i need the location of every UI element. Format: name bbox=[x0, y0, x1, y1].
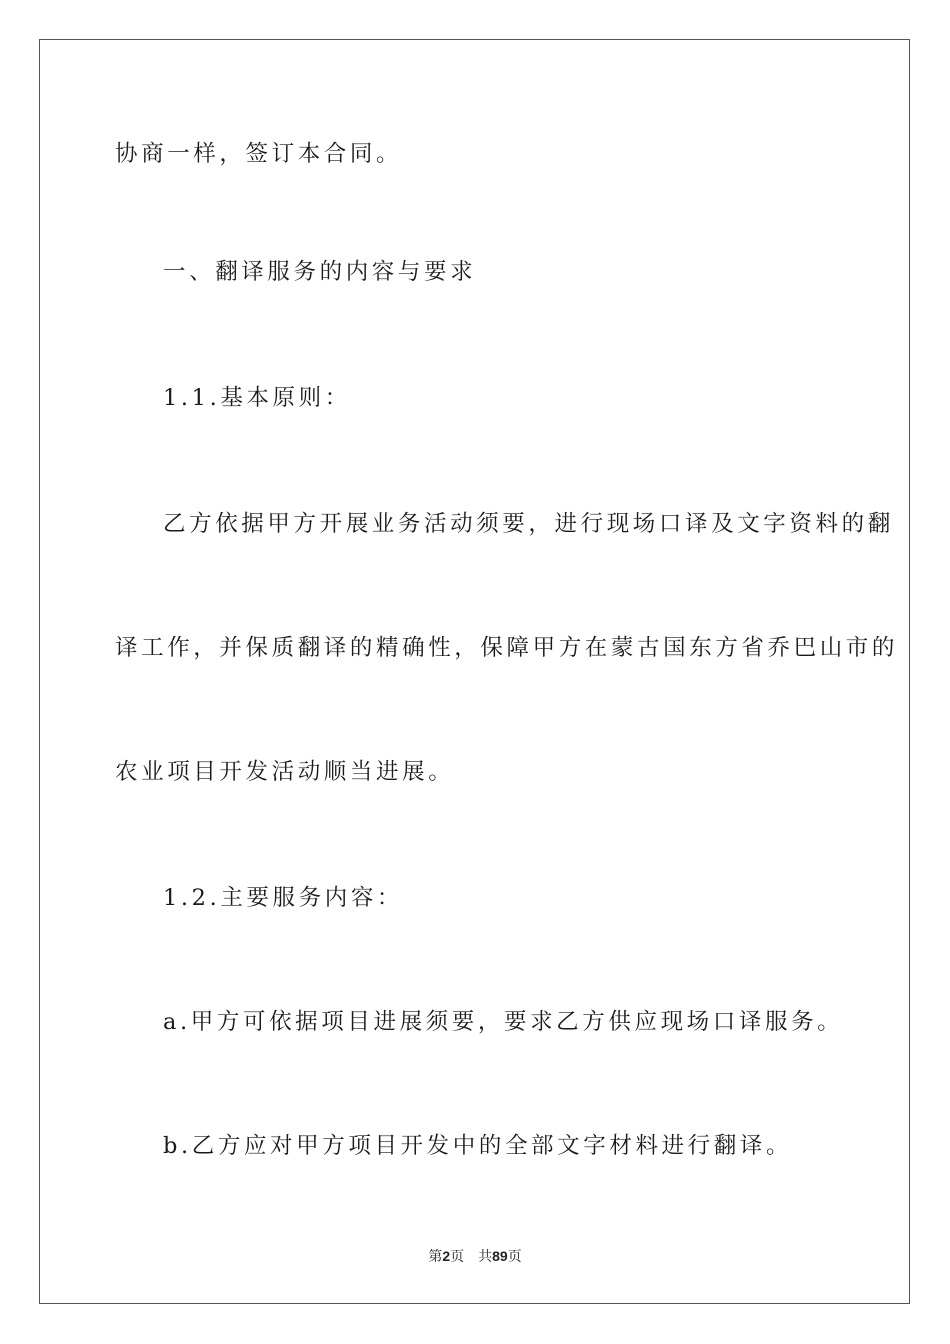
paragraph-line: 乙方依据甲方开展业务活动须要，进行现场口译及文字资料的翻 bbox=[163, 511, 894, 537]
paragraph-line: 译工作，并保质翻译的精确性，保障甲方在蒙古国东方省乔巴山市的 bbox=[115, 635, 899, 661]
page-footer bbox=[0, 1246, 950, 1267]
list-item: b.乙方应对甲方项目开发中的全部文字材料进行翻译。 bbox=[163, 1133, 793, 1159]
page-border bbox=[39, 39, 910, 1304]
total-pages: 89 bbox=[492, 1248, 508, 1264]
page-suffix: 页 bbox=[450, 1249, 465, 1265]
total-suffix: 页 bbox=[507, 1249, 522, 1265]
page-prefix: 第 bbox=[428, 1249, 443, 1265]
page-number: 2 bbox=[442, 1248, 451, 1264]
paragraph-line: 农业项目开发活动顺当进展。 bbox=[115, 759, 455, 785]
subsection-heading: 1.2.主要服务内容： bbox=[163, 885, 404, 911]
subsection-heading: 1.1.基本原则： bbox=[163, 385, 351, 411]
section-heading: 一、翻译服务的内容与要求 bbox=[163, 259, 477, 285]
total-prefix: 共 bbox=[478, 1249, 493, 1265]
paragraph-line: 协商一样，签订本合同。 bbox=[115, 141, 403, 167]
list-item: a.甲方可依据项目进展须要，要求乙方供应现场口译服务。 bbox=[163, 1009, 844, 1035]
